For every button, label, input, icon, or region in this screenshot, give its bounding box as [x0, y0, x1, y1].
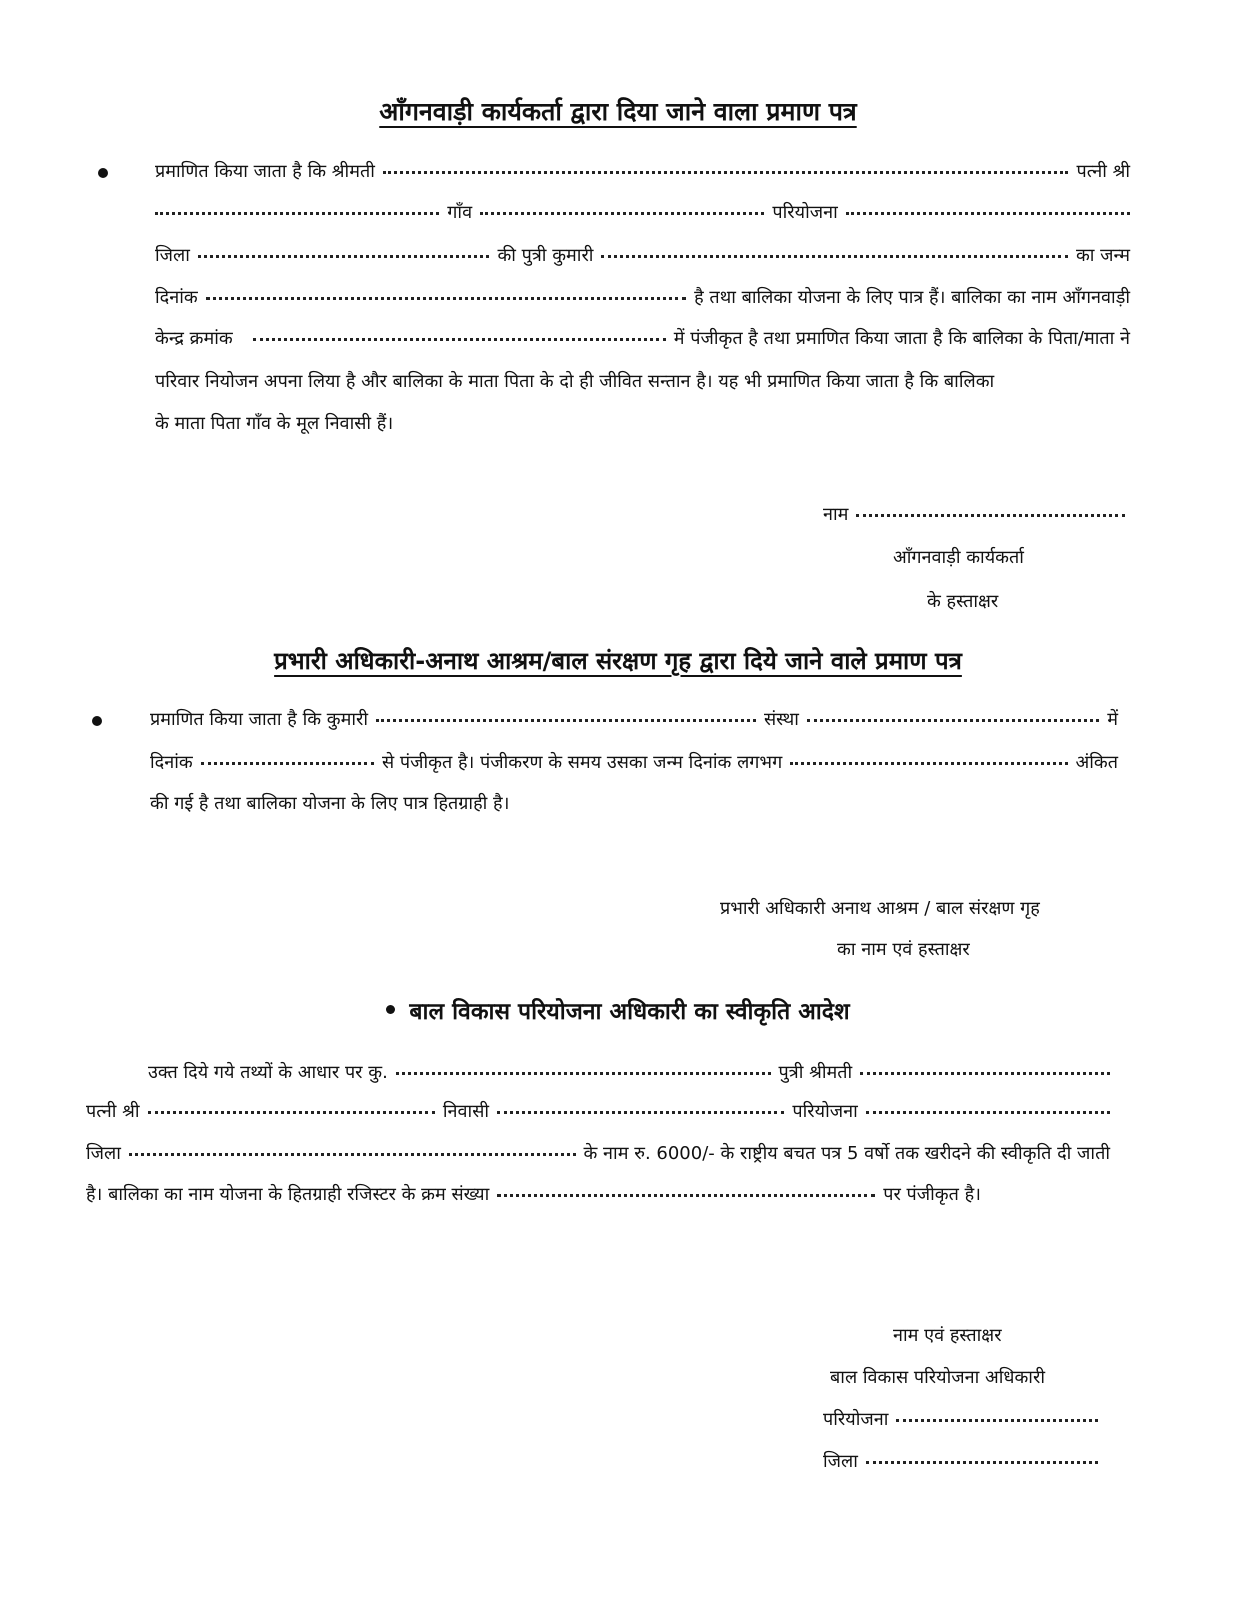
s3-district-field[interactable] — [129, 1150, 576, 1156]
s2-l1-text-a: प्रमाणित किया जाता है कि कुमारी — [150, 709, 369, 730]
s2-l2-text-a: दिनांक — [150, 752, 193, 773]
village-field[interactable] — [480, 209, 764, 215]
s1-l4-text-b: है तथा बालिका योजना के लिए पात्र हैं। बालिका का नाम आँगनवाड़ी — [694, 287, 1130, 308]
birth-date-field[interactable] — [206, 294, 686, 300]
ku-name-field[interactable] — [396, 1069, 771, 1075]
s2-line2 — [150, 751, 1118, 775]
s1-sig-label: के हस्ताक्षर — [927, 591, 999, 612]
s1-l4-text-a: दिनांक — [155, 287, 198, 308]
s3-sig-project-row — [823, 1408, 1098, 1432]
approx-birth-date-field[interactable] — [790, 759, 1067, 765]
s3-sig-district-row — [823, 1450, 1098, 1474]
s1-line3 — [155, 244, 1130, 268]
resident-field[interactable] — [497, 1108, 784, 1114]
daughter-name-field[interactable] — [601, 252, 1067, 258]
project-field[interactable] — [846, 209, 1130, 215]
s1-line1 — [155, 160, 1130, 184]
registration-date-field[interactable] — [201, 759, 374, 765]
s1-line4 — [155, 286, 1130, 310]
s1-sig-name-label: नाम — [823, 504, 849, 525]
centre-number-field[interactable] — [253, 335, 666, 341]
s1-l2-text-b: परियोजना — [772, 202, 838, 223]
s3-l3-text-b: के नाम रु. 6000/- के राष्ट्रीय बचत पत्र 5 वर्षो तक खरीदने की स्वीकृति दी जाती — [583, 1143, 1110, 1164]
s3-sig-1: नाम एवं हस्ताक्षर — [893, 1325, 1002, 1346]
s3-l2-text-c: परियोजना — [792, 1101, 858, 1122]
s2-sig-2: का नाम एवं हस्ताक्षर — [837, 939, 970, 960]
s3-sig-4: जिला — [823, 1451, 858, 1472]
s2-l1-text-b: संस्था — [764, 709, 799, 730]
section2-title: प्रभारी अधिकारी-अनाथ आश्रम/बाल संरक्षण गृह द्वारा दिये जाने वाले प्रमाण पत्र — [274, 647, 962, 675]
s1-line7: के माता पिता गाँव के मूल निवासी हैं। — [155, 413, 394, 434]
s3-l1-text-a: उक्त दिये गये तथ्यों के आधार पर कु. — [148, 1062, 388, 1083]
s1-l3-text-c: का जन्म — [1075, 245, 1130, 266]
s1-sig-name-row — [823, 503, 1125, 527]
institution-field[interactable] — [807, 716, 1099, 722]
s3-l2-text-b: निवासी — [442, 1101, 490, 1122]
section3-title — [0, 996, 1236, 1028]
s3-sig-2: बाल विकास परियोजना अधिकारी — [830, 1367, 1045, 1388]
mother-name-field[interactable] — [860, 1069, 1110, 1075]
s3-l4-text-a: है। बालिका का नाम योजना के हितग्राही रजिस्टर के क्रम संख्या — [86, 1184, 490, 1205]
section3-bullet — [386, 1005, 395, 1014]
s3-sig-3: परियोजना — [823, 1409, 889, 1430]
s1-l5-text-b: में पंजीकृत है तथा प्रमाणित किया जाता है कि बालिका के पिता/माता ने — [673, 328, 1130, 349]
s3-line1 — [148, 1061, 1110, 1085]
s3-l1-text-b: पुत्री श्रीमती — [778, 1062, 853, 1083]
s3-line3 — [86, 1142, 1110, 1166]
s2-line1 — [150, 708, 1118, 732]
section2-bullet — [92, 716, 102, 726]
s1-l3-text-b: की पुत्री कुमारी — [497, 245, 594, 266]
s3-l2-text-a: पत्नी श्री — [86, 1101, 140, 1122]
husband-name-field[interactable] — [155, 209, 439, 215]
district-field[interactable] — [198, 252, 490, 258]
shrimati-field[interactable] — [383, 168, 1069, 174]
s1-l3-text-a: जिला — [155, 245, 190, 266]
s1-line2 — [155, 201, 1130, 225]
s1-line5 — [155, 327, 1130, 351]
s3-l3-text-a: जिला — [86, 1143, 121, 1164]
s2-l2-text-c: अंकित — [1075, 752, 1118, 773]
s3-project-field[interactable] — [866, 1108, 1110, 1114]
s2-sig-1: प्रभारी अधिकारी अनाथ आश्रम / बाल संरक्षण गृह — [720, 898, 1040, 919]
worker-name-field[interactable] — [856, 511, 1125, 517]
s3-line4 — [86, 1183, 981, 1207]
s1-l1-text-b: पत्नी श्री — [1076, 161, 1130, 182]
s3-l4-text-b: पर पंजीकृत है। — [883, 1184, 981, 1205]
section1-title: आँगनवाड़ी कार्यकर्ता द्वारा दिया जाने वाला प्रमाण पत्र — [379, 97, 857, 126]
s1-sig-role: आँगनवाड़ी कार्यकर्ता — [893, 547, 1024, 568]
section3-title-text: बाल विकास परियोजना अधिकारी का स्वीकृति आदेश — [409, 999, 850, 1025]
register-number-field[interactable] — [497, 1191, 875, 1197]
s1-l2-text-a: गाँव — [447, 202, 473, 223]
section1-bullet — [98, 168, 108, 178]
s2-line3: की गई है तथा बालिका योजना के लिए पात्र हितग्राही है। — [150, 793, 510, 814]
officer-district-field[interactable] — [866, 1458, 1098, 1464]
s3-line2 — [86, 1100, 1110, 1124]
officer-project-field[interactable] — [896, 1416, 1098, 1422]
s1-line6: परिवार नियोजन अपना लिया है और बालिका के माता पिता के दो ही जीवित सन्तान है। यह भी प्रमाणित किया जाता है कि बालिका — [155, 371, 995, 392]
s1-l5-text-a: केन्द्र क्रमांक — [155, 328, 233, 349]
s2-l2-text-b: से पंजीकृत है। पंजीकरण के समय उसका जन्म दिनांक लगभग — [382, 752, 783, 773]
kumari-name-field[interactable] — [376, 716, 756, 722]
s1-l1-text-a: प्रमाणित किया जाता है कि श्रीमती — [155, 161, 375, 182]
s2-l1-text-c: में — [1107, 709, 1118, 730]
father-name-field[interactable] — [148, 1108, 435, 1114]
